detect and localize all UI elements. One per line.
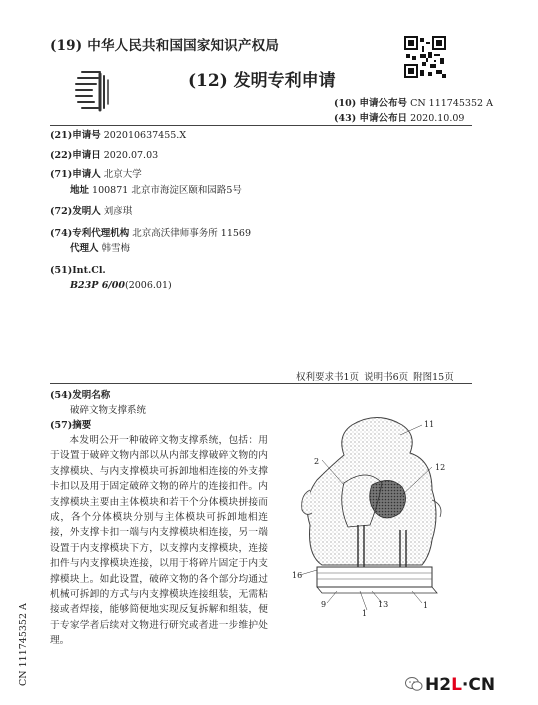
pub-no-value: CN 111745352 A bbox=[410, 98, 493, 109]
fig-label: 16 bbox=[292, 571, 303, 580]
code: (72) bbox=[50, 206, 73, 217]
intcl-label: Int.Cl. bbox=[72, 264, 106, 276]
ipc-main: B23P 6/00 bbox=[70, 280, 126, 291]
app-date-row bbox=[50, 148, 251, 164]
fig-label: 9 bbox=[321, 600, 327, 609]
code: (21) bbox=[50, 130, 73, 141]
fig-label: 1 bbox=[362, 609, 368, 618]
ipc-row bbox=[50, 278, 251, 294]
code: (51) bbox=[50, 264, 73, 276]
qr-code-icon bbox=[404, 36, 446, 78]
wm-left: H2 bbox=[425, 675, 452, 695]
bibliographic-data bbox=[50, 128, 251, 294]
inventor-row bbox=[50, 204, 251, 220]
representative-figure bbox=[282, 405, 472, 615]
agency-row bbox=[50, 226, 251, 242]
pub-date-label: (43) 申请公布日 bbox=[334, 113, 408, 124]
pub-no-label: (10) 申请公布号 bbox=[334, 98, 408, 109]
code: (57) bbox=[50, 420, 73, 431]
wechat-icon bbox=[405, 676, 423, 692]
app-date-value: 2020.07.03 bbox=[103, 149, 159, 161]
app-no-label: 申请号 bbox=[72, 130, 101, 141]
inventor-label: 发明人 bbox=[72, 206, 101, 217]
wm-right: ·CN bbox=[461, 675, 496, 695]
code: (22) bbox=[50, 149, 73, 161]
app-date-label: 申请日 bbox=[72, 149, 101, 161]
app-no-value: 202010637455.X bbox=[103, 130, 187, 141]
title-label: 发明名称 bbox=[72, 390, 111, 401]
title-section bbox=[50, 388, 146, 433]
meta-divider bbox=[50, 383, 472, 384]
site-watermark bbox=[425, 675, 495, 695]
app-no-row bbox=[50, 128, 251, 144]
agent-row bbox=[50, 241, 251, 257]
document-kind: (12) 发明专利申请 bbox=[188, 71, 336, 91]
sidebar-text: CN 111745352 A bbox=[18, 603, 29, 686]
code: (71) bbox=[50, 169, 73, 180]
pub-date-value: 2020.10.09 bbox=[410, 113, 465, 124]
abstract-text bbox=[50, 433, 268, 649]
office-name: (19) 中华人民共和国国家知识产权局 bbox=[50, 38, 280, 54]
address-label: 地址 bbox=[70, 184, 90, 196]
header-divider bbox=[50, 125, 472, 126]
vertical-pub-number bbox=[8, 560, 38, 690]
intcl-row bbox=[50, 263, 251, 279]
fig-label: 2 bbox=[314, 457, 320, 466]
agent-value: 韩雪梅 bbox=[101, 243, 131, 254]
wm-mid: L bbox=[451, 675, 462, 695]
fig-label: 13 bbox=[378, 600, 389, 609]
agency-label: 专利代理机构 bbox=[72, 227, 130, 239]
abstract-paragraph: 本发明公开一种破碎文物支撑系统，包括：用于设置于破碎文物内部以从内部支撑破碎文物的内支撑模块、与内支撑模块可拆卸地相连接的外支撑卡扣以及用于固定破碎文物的碎片的连接扣件。内支撑模块主要由主体模块和若干个分体模块拼接而成，各个分体模块分别与主体模块可拆卸地相连接，外支撑卡扣一端与内支撑模块相连接，另一端设置于内支撑模块下方，以支撑内支撑模块，连接扣件与内支撑模块连接，以用于将碎片固定于内支撑模块上。如此设置，破碎文物的各个部分均通过机械可拆卸的方式与内支撑模块连接组装，无需粘接或者焊接，能够简便地实现反复拆解和组装，便于专家学者后续对文物进行研究或者进一步维护处理。 bbox=[50, 435, 268, 647]
code: (74) bbox=[50, 227, 73, 239]
invention-title: 破碎文物支撑系统 bbox=[70, 405, 147, 416]
address-value: 100871 北京市海淀区颐和园路5号 bbox=[92, 184, 242, 196]
page-counts: 权利要求书1页 说明书6页 附图15页 bbox=[296, 372, 454, 383]
code: (54) bbox=[50, 390, 73, 401]
applicant-row bbox=[50, 167, 251, 183]
inventor-value: 刘彦琪 bbox=[103, 206, 133, 217]
publication-info bbox=[334, 96, 493, 126]
applicant-label: 申请人 bbox=[72, 169, 101, 180]
abstract-label: 摘要 bbox=[72, 420, 92, 431]
cnipa-emblem-icon bbox=[70, 66, 130, 114]
ipc-version: (2006.01) bbox=[125, 280, 172, 291]
fig-label: 1 bbox=[423, 601, 429, 610]
agency-value: 北京高沃律师事务所 11569 bbox=[132, 227, 252, 239]
fig-label: 11 bbox=[424, 420, 435, 429]
agent-label: 代理人 bbox=[70, 243, 99, 254]
applicant-value: 北京大学 bbox=[103, 169, 142, 180]
address-row bbox=[50, 183, 251, 199]
fig-label: 12 bbox=[435, 463, 446, 472]
